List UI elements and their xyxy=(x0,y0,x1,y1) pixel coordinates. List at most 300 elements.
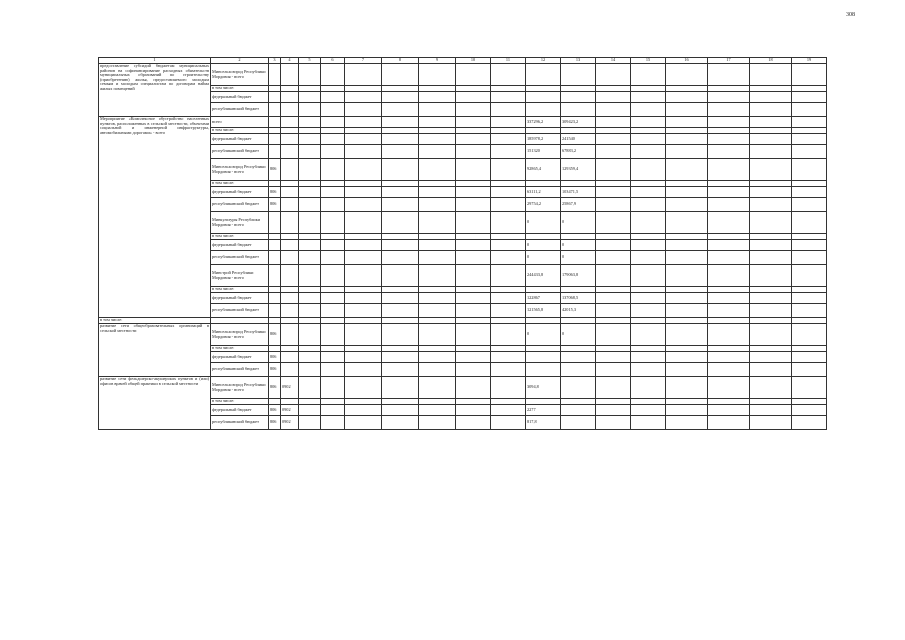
empty-cell xyxy=(596,324,631,346)
empty-cell xyxy=(491,117,526,128)
empty-cell xyxy=(792,363,827,377)
value-col-12: 92865,4 xyxy=(526,159,561,181)
value-col-13: 103471,5 xyxy=(561,187,596,198)
empty-cell xyxy=(419,377,456,399)
empty-cell xyxy=(382,187,419,198)
empty-cell xyxy=(666,377,708,399)
empty-cell xyxy=(456,64,491,86)
empty-cell xyxy=(596,352,631,363)
empty-cell xyxy=(750,187,792,198)
column-header-5: 5 xyxy=(299,58,321,64)
empty-cell xyxy=(596,159,631,181)
empty-cell xyxy=(792,265,827,287)
empty-cell xyxy=(631,265,666,287)
code-col-3 xyxy=(269,103,281,117)
empty-cell xyxy=(419,145,456,159)
empty-cell xyxy=(299,251,321,265)
value-col-12: 121565,8 xyxy=(526,304,561,318)
funding-source: в том числе: xyxy=(211,234,269,240)
empty-cell xyxy=(456,251,491,265)
empty-cell xyxy=(666,363,708,377)
code-col-3: 806 xyxy=(269,377,281,399)
empty-cell xyxy=(708,405,750,416)
empty-cell xyxy=(299,377,321,399)
empty-cell xyxy=(631,363,666,377)
empty-cell xyxy=(750,240,792,251)
column-header-13: 13 xyxy=(561,58,596,64)
empty-cell xyxy=(419,293,456,304)
value-col-13: 67883,2 xyxy=(561,145,596,159)
empty-cell xyxy=(792,416,827,430)
empty-cell xyxy=(382,304,419,318)
funding-source: республиканский бюджет xyxy=(211,304,269,318)
table-row xyxy=(99,117,827,128)
value-col-13 xyxy=(561,64,596,86)
empty-cell xyxy=(708,92,750,103)
empty-cell xyxy=(299,92,321,103)
empty-cell xyxy=(321,352,345,363)
empty-cell xyxy=(321,212,345,234)
funding-source: федеральный бюджет xyxy=(211,240,269,251)
empty-cell xyxy=(491,145,526,159)
empty-cell xyxy=(666,92,708,103)
measure-description: Мероприятие «Комплексное обустройство населенных пунктов, расположенных в сельской местности, объектами социальной и инженерной инфраструктуры, автомобильными дорогами» - всего xyxy=(99,117,211,318)
empty-cell xyxy=(345,363,382,377)
empty-cell xyxy=(708,134,750,145)
empty-cell xyxy=(750,159,792,181)
code-col-3 xyxy=(269,304,281,318)
code-col-3 xyxy=(269,212,281,234)
code-col-4 xyxy=(281,304,299,318)
empty-cell xyxy=(750,64,792,86)
empty-cell xyxy=(666,103,708,117)
funding-source: Минсельхозпрод Республики Мордовия - всего xyxy=(211,377,269,399)
empty-cell xyxy=(299,240,321,251)
empty-cell xyxy=(750,363,792,377)
code-col-4 xyxy=(281,187,299,198)
code-col-4 xyxy=(281,240,299,251)
empty-cell xyxy=(708,145,750,159)
funding-source: Минкультуры Республики Мордовия - всего xyxy=(211,212,269,234)
empty-cell xyxy=(708,212,750,234)
empty-cell xyxy=(321,198,345,212)
empty-cell xyxy=(345,240,382,251)
empty-cell xyxy=(299,324,321,346)
empty-cell xyxy=(596,134,631,145)
value-col-12 xyxy=(526,352,561,363)
funding-source: в том числе: xyxy=(211,181,269,187)
empty-cell xyxy=(345,159,382,181)
value-col-13: 42015,3 xyxy=(561,304,596,318)
measure-description: развитие сети фельдшерско-акушерских пунктов и (или) офисов врачей общей практики в сельской местности xyxy=(99,377,211,430)
empty-cell xyxy=(491,324,526,346)
column-header-10: 10 xyxy=(456,58,491,64)
code-col-4 xyxy=(281,64,299,86)
funding-source: федеральный бюджет xyxy=(211,134,269,145)
empty-cell xyxy=(419,240,456,251)
empty-cell xyxy=(792,92,827,103)
empty-cell xyxy=(321,265,345,287)
empty-cell xyxy=(708,265,750,287)
empty-cell xyxy=(321,134,345,145)
empty-cell xyxy=(419,416,456,430)
empty-cell xyxy=(631,187,666,198)
empty-cell xyxy=(299,405,321,416)
empty-cell xyxy=(596,240,631,251)
empty-cell xyxy=(708,324,750,346)
funding-source: республиканский бюджет xyxy=(211,251,269,265)
funding-source: федеральный бюджет xyxy=(211,92,269,103)
funding-source: в том числе: xyxy=(211,399,269,405)
empty-cell xyxy=(321,304,345,318)
funding-source: федеральный бюджет xyxy=(211,187,269,198)
code-col-4: 0902 xyxy=(281,416,299,430)
column-header-1: 1 xyxy=(99,58,211,64)
empty-cell xyxy=(631,103,666,117)
code-col-4: 0902 xyxy=(281,405,299,416)
funding-source: в том числе: xyxy=(211,86,269,92)
value-col-12 xyxy=(526,103,561,117)
empty-cell xyxy=(382,212,419,234)
value-col-13 xyxy=(561,103,596,117)
code-col-4 xyxy=(281,212,299,234)
value-col-13 xyxy=(561,416,596,430)
budget-table xyxy=(98,57,827,430)
empty-cell xyxy=(666,117,708,128)
code-col-4 xyxy=(281,265,299,287)
empty-cell xyxy=(596,212,631,234)
empty-cell xyxy=(456,265,491,287)
empty-cell xyxy=(708,363,750,377)
empty-cell xyxy=(596,198,631,212)
empty-cell xyxy=(456,352,491,363)
empty-cell xyxy=(750,198,792,212)
code-col-3: 806 xyxy=(269,324,281,346)
empty-cell xyxy=(382,352,419,363)
value-col-12: 2277 xyxy=(526,405,561,416)
empty-cell xyxy=(382,145,419,159)
empty-cell xyxy=(419,159,456,181)
empty-cell xyxy=(708,352,750,363)
empty-cell xyxy=(596,187,631,198)
empty-cell xyxy=(792,117,827,128)
empty-cell xyxy=(708,117,750,128)
code-col-3 xyxy=(269,145,281,159)
empty-cell xyxy=(321,251,345,265)
empty-cell xyxy=(456,363,491,377)
empty-cell xyxy=(321,145,345,159)
value-col-12 xyxy=(526,363,561,377)
empty-cell xyxy=(299,117,321,128)
value-col-13 xyxy=(561,352,596,363)
empty-cell xyxy=(750,212,792,234)
value-col-13: 0 xyxy=(561,324,596,346)
empty-cell xyxy=(382,363,419,377)
empty-cell xyxy=(382,240,419,251)
code-col-3: 806 xyxy=(269,363,281,377)
value-col-12 xyxy=(526,92,561,103)
empty-cell xyxy=(345,304,382,318)
empty-cell xyxy=(708,64,750,86)
empty-cell xyxy=(708,377,750,399)
empty-cell xyxy=(345,212,382,234)
empty-cell xyxy=(382,405,419,416)
code-col-4 xyxy=(281,103,299,117)
funding-source: федеральный бюджет xyxy=(211,293,269,304)
empty-cell xyxy=(750,265,792,287)
empty-cell xyxy=(491,416,526,430)
empty-cell xyxy=(419,92,456,103)
empty-cell xyxy=(345,377,382,399)
value-col-12: 0 xyxy=(526,251,561,265)
empty-cell xyxy=(419,198,456,212)
empty-cell xyxy=(299,145,321,159)
empty-cell xyxy=(750,377,792,399)
empty-cell xyxy=(666,265,708,287)
empty-cell xyxy=(491,352,526,363)
code-col-3 xyxy=(269,134,281,145)
empty-cell xyxy=(456,212,491,234)
empty-cell xyxy=(792,198,827,212)
value-col-13: 0 xyxy=(561,212,596,234)
value-col-13 xyxy=(561,405,596,416)
empty-cell xyxy=(708,304,750,318)
empty-cell xyxy=(299,352,321,363)
column-header-6: 6 xyxy=(321,58,345,64)
value-col-13: 25867,9 xyxy=(561,198,596,212)
empty-cell xyxy=(321,377,345,399)
empty-cell xyxy=(792,134,827,145)
empty-cell xyxy=(382,159,419,181)
column-header-19: 19 xyxy=(792,58,827,64)
code-col-3: 806 xyxy=(269,198,281,212)
empty-cell xyxy=(321,293,345,304)
empty-cell xyxy=(491,198,526,212)
value-col-12: 29754,2 xyxy=(526,198,561,212)
empty-cell xyxy=(456,145,491,159)
value-col-12: 244433,8 xyxy=(526,265,561,287)
code-col-3: 806 xyxy=(269,352,281,363)
empty-cell xyxy=(491,251,526,265)
empty-cell xyxy=(792,405,827,416)
funding-source: федеральный бюджет xyxy=(211,352,269,363)
code-col-3 xyxy=(269,117,281,128)
empty-cell xyxy=(750,103,792,117)
empty-cell xyxy=(596,145,631,159)
empty-cell xyxy=(419,251,456,265)
empty-cell xyxy=(419,405,456,416)
empty-cell xyxy=(299,265,321,287)
empty-cell xyxy=(456,377,491,399)
empty-cell xyxy=(596,265,631,287)
empty-cell xyxy=(456,304,491,318)
code-col-3 xyxy=(269,240,281,251)
empty-cell xyxy=(792,145,827,159)
empty-cell xyxy=(299,103,321,117)
empty-cell xyxy=(345,352,382,363)
column-header-12: 12 xyxy=(526,58,561,64)
empty-cell xyxy=(299,293,321,304)
value-col-12 xyxy=(526,64,561,86)
empty-cell xyxy=(419,363,456,377)
empty-cell xyxy=(382,198,419,212)
empty-cell xyxy=(631,352,666,363)
empty-cell xyxy=(345,416,382,430)
empty-cell xyxy=(321,187,345,198)
column-header-18: 18 xyxy=(750,58,792,64)
value-col-13: 0 xyxy=(561,251,596,265)
code-col-3 xyxy=(269,251,281,265)
empty-cell xyxy=(750,251,792,265)
empty-cell xyxy=(299,363,321,377)
empty-cell xyxy=(321,117,345,128)
empty-cell xyxy=(596,405,631,416)
value-col-13: 309423,2 xyxy=(561,117,596,128)
empty-cell xyxy=(596,293,631,304)
value-col-13: 241540 xyxy=(561,134,596,145)
code-col-4 xyxy=(281,198,299,212)
column-header-4: 4 xyxy=(281,58,299,64)
code-col-3: 806 xyxy=(269,416,281,430)
value-col-12: 185978,2 xyxy=(526,134,561,145)
empty-cell xyxy=(382,251,419,265)
empty-cell xyxy=(491,159,526,181)
code-col-4 xyxy=(281,251,299,265)
empty-cell xyxy=(666,159,708,181)
empty-cell xyxy=(491,405,526,416)
empty-cell xyxy=(750,352,792,363)
empty-cell xyxy=(345,251,382,265)
empty-cell xyxy=(666,405,708,416)
measure-description: предоставление субсидий бюджетам муниципальных районов на софинансирование расходных обязательств муниципальных образований по строительству (приобретению) жилья, предоставляемого молодым семьям и молодым специалистам по договорам найма жилых помещений xyxy=(99,64,211,117)
code-col-4 xyxy=(281,117,299,128)
empty-cell xyxy=(792,64,827,86)
column-header-15: 15 xyxy=(631,58,666,64)
funding-source: республиканский бюджет xyxy=(211,198,269,212)
empty-cell xyxy=(382,265,419,287)
empty-cell xyxy=(596,103,631,117)
column-header-14: 14 xyxy=(596,58,631,64)
empty-cell xyxy=(666,304,708,318)
empty-cell xyxy=(631,212,666,234)
funding-source: Минсельхозпрод Республики Мордовия - всего xyxy=(211,159,269,181)
page-number: 308 xyxy=(846,12,855,18)
empty-cell xyxy=(750,304,792,318)
code-col-3 xyxy=(269,265,281,287)
empty-cell xyxy=(596,416,631,430)
value-col-12: 151320 xyxy=(526,145,561,159)
value-col-13: 129359,4 xyxy=(561,159,596,181)
empty-cell xyxy=(345,293,382,304)
empty-cell xyxy=(631,324,666,346)
empty-cell xyxy=(792,293,827,304)
funding-source: в том числе: xyxy=(211,287,269,293)
empty-cell xyxy=(596,304,631,318)
empty-cell xyxy=(321,363,345,377)
empty-cell xyxy=(382,293,419,304)
empty-cell xyxy=(345,134,382,145)
empty-cell xyxy=(491,240,526,251)
code-col-4 xyxy=(281,145,299,159)
empty-cell xyxy=(321,64,345,86)
empty-cell xyxy=(419,64,456,86)
empty-cell xyxy=(299,134,321,145)
empty-cell xyxy=(631,251,666,265)
empty-cell xyxy=(419,103,456,117)
full-width-label: в том числе: xyxy=(99,318,211,324)
empty-cell xyxy=(708,240,750,251)
empty-cell xyxy=(456,240,491,251)
code-col-4 xyxy=(281,363,299,377)
column-header-3: 3 xyxy=(269,58,281,64)
empty-cell xyxy=(321,240,345,251)
empty-cell xyxy=(631,64,666,86)
empty-cell xyxy=(382,64,419,86)
empty-cell xyxy=(419,304,456,318)
empty-cell xyxy=(596,64,631,86)
code-col-3 xyxy=(269,293,281,304)
empty-cell xyxy=(631,304,666,318)
empty-cell xyxy=(666,352,708,363)
empty-cell xyxy=(792,240,827,251)
empty-cell xyxy=(631,293,666,304)
empty-cell xyxy=(382,416,419,430)
code-col-3: 806 xyxy=(269,187,281,198)
column-header-7: 7 xyxy=(345,58,382,64)
value-col-12: 122867 xyxy=(526,293,561,304)
funding-source: республиканский бюджет xyxy=(211,103,269,117)
value-col-12: 337296,2 xyxy=(526,117,561,128)
funding-source: Минстрой Республики Мордовия - всего xyxy=(211,265,269,287)
column-header-2: 2 xyxy=(211,58,269,64)
value-col-13 xyxy=(561,377,596,399)
empty-cell xyxy=(345,198,382,212)
empty-cell xyxy=(708,103,750,117)
empty-cell xyxy=(456,198,491,212)
code-col-3 xyxy=(269,92,281,103)
funding-source: в том числе: xyxy=(211,128,269,134)
empty-cell xyxy=(631,117,666,128)
empty-cell xyxy=(666,134,708,145)
empty-cell xyxy=(299,187,321,198)
funding-source: республиканский бюджет xyxy=(211,416,269,430)
empty-cell xyxy=(631,405,666,416)
empty-cell xyxy=(631,145,666,159)
empty-cell xyxy=(419,117,456,128)
empty-cell xyxy=(491,363,526,377)
empty-cell xyxy=(456,405,491,416)
empty-cell xyxy=(666,64,708,86)
empty-cell xyxy=(382,134,419,145)
code-col-4 xyxy=(281,92,299,103)
empty-cell xyxy=(345,145,382,159)
empty-cell xyxy=(345,405,382,416)
code-col-4 xyxy=(281,324,299,346)
value-col-12: 3094,8 xyxy=(526,377,561,399)
empty-cell xyxy=(491,304,526,318)
code-col-4: 0902 xyxy=(281,377,299,399)
empty-cell xyxy=(491,265,526,287)
empty-cell xyxy=(708,293,750,304)
empty-cell xyxy=(345,265,382,287)
empty-cell xyxy=(456,187,491,198)
empty-cell xyxy=(596,117,631,128)
empty-cell xyxy=(382,103,419,117)
empty-cell xyxy=(321,92,345,103)
funding-source: в том числе: xyxy=(211,346,269,352)
code-col-3: 806 xyxy=(269,159,281,181)
empty-cell xyxy=(456,117,491,128)
